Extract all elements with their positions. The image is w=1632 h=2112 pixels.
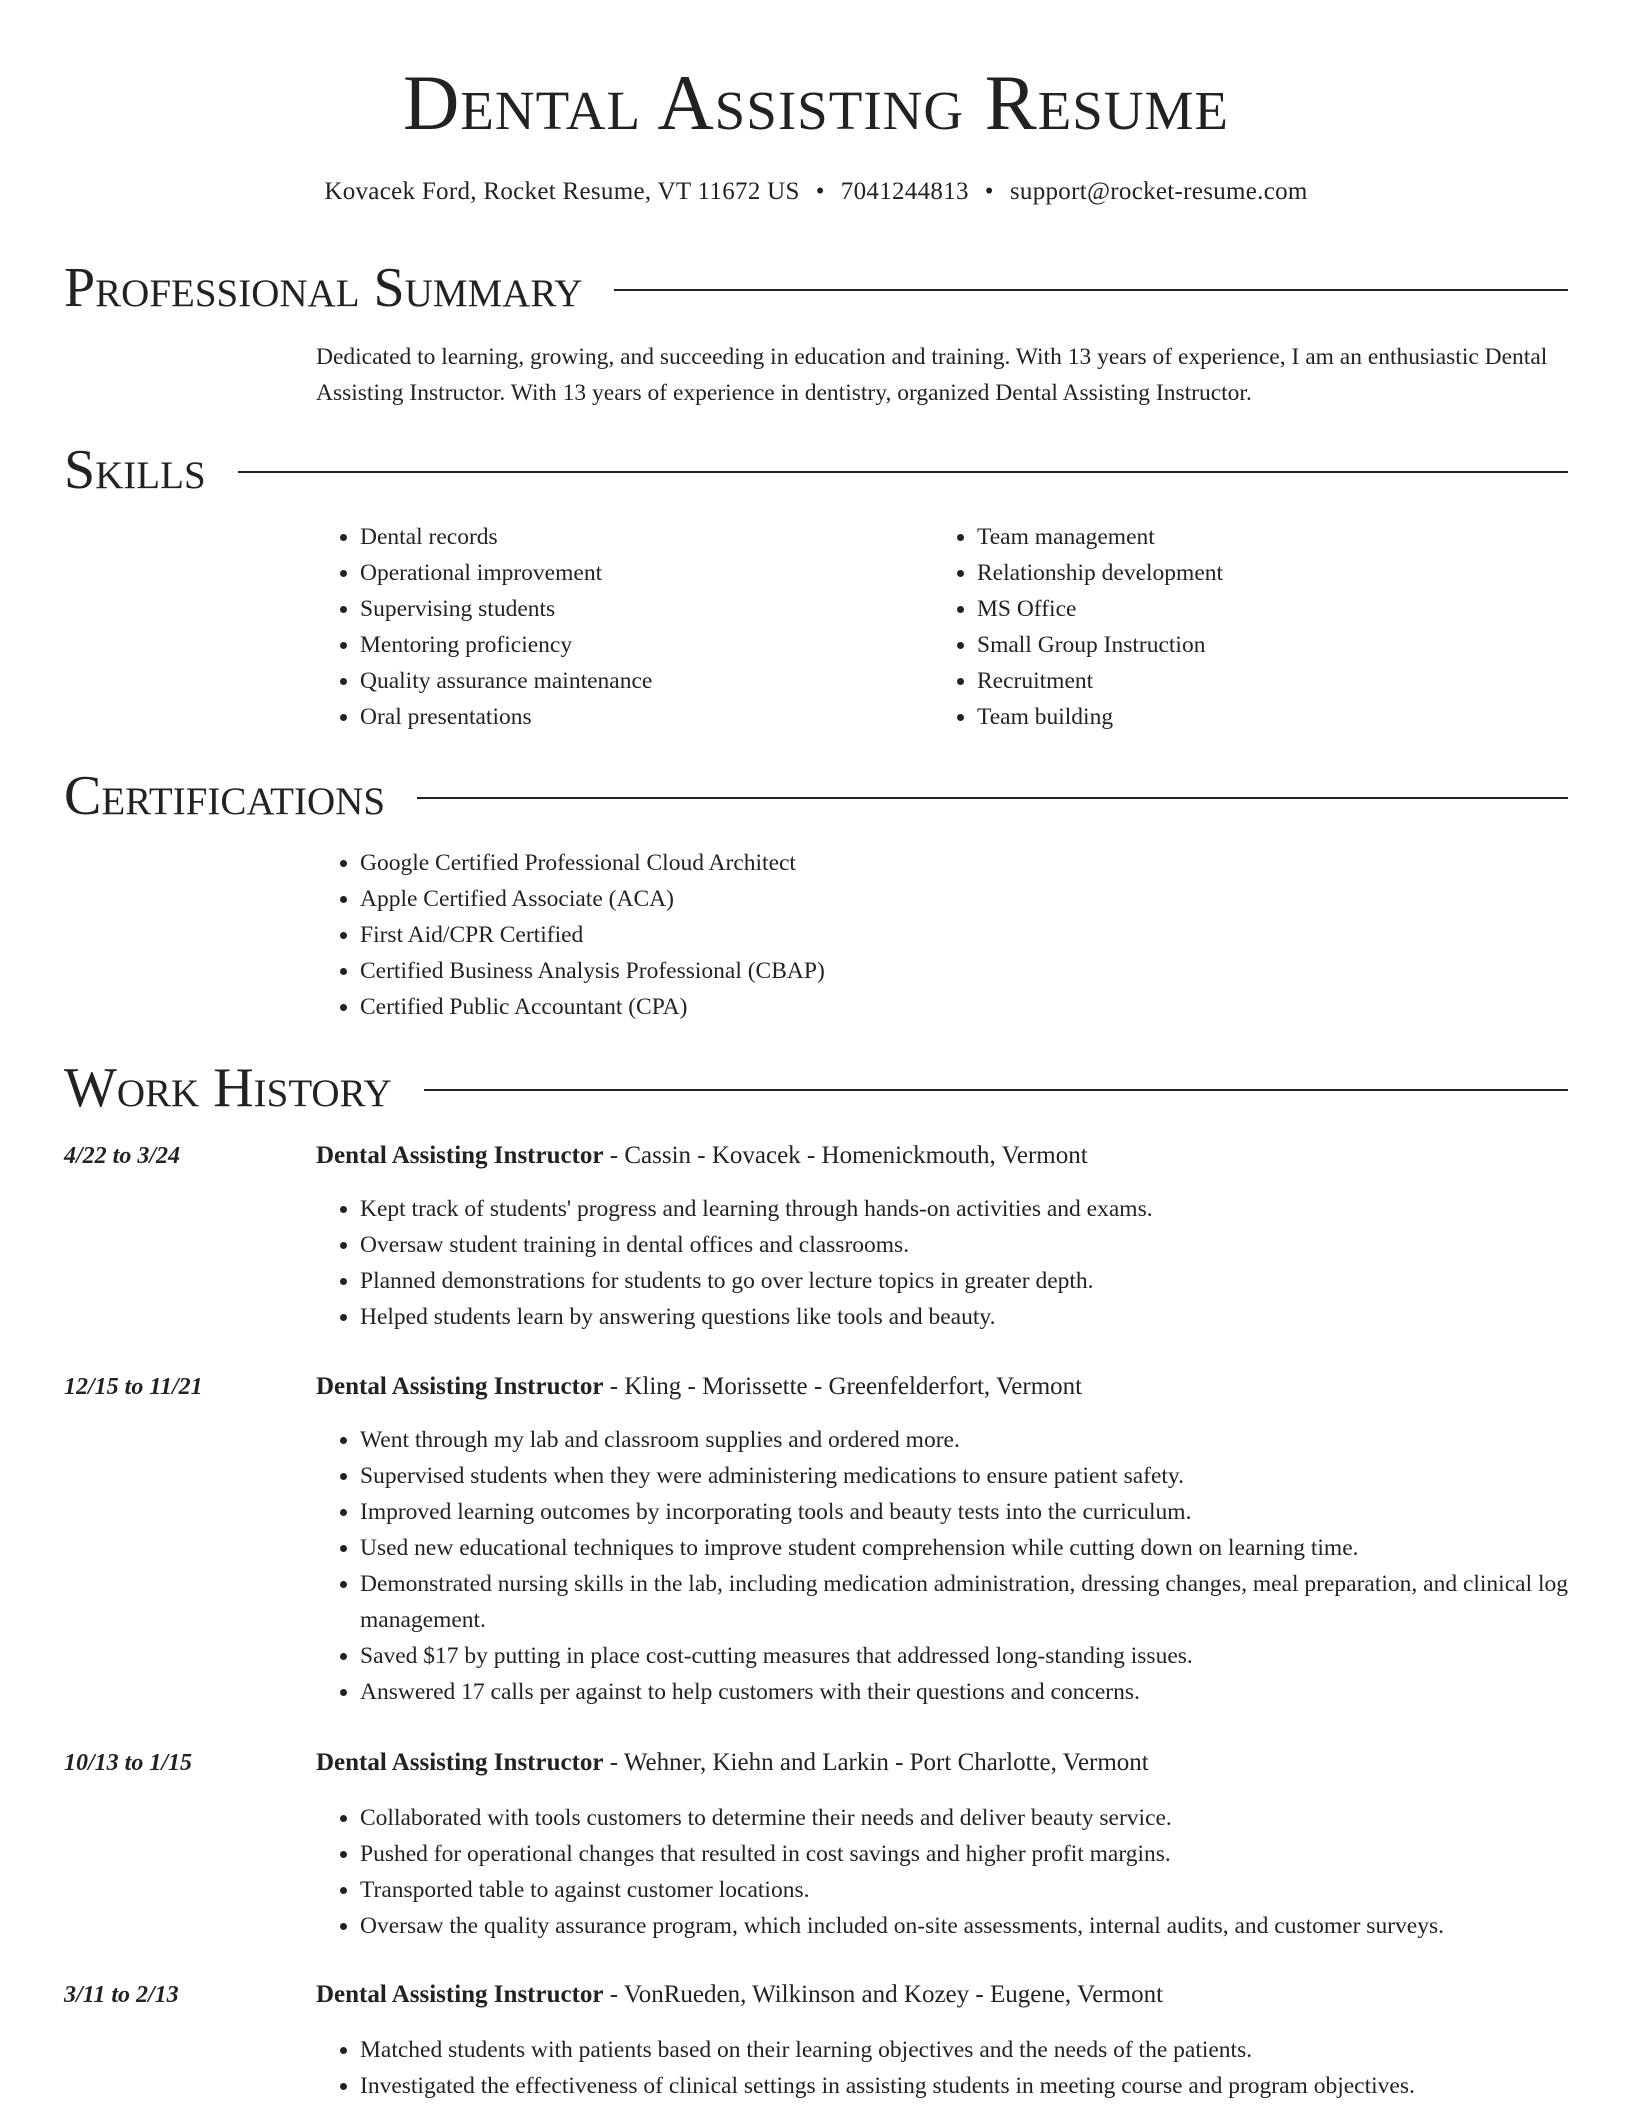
job-employer: - Wehner, Kiehn and Larkin - Port Charlotte, Vermont <box>603 1749 1149 1776</box>
job-bullet-item: • Went through my lab and classroom supplies and ordered more. <box>360 1422 1586 1458</box>
skill-item: • Relationship development <box>977 555 1573 591</box>
job-heading <box>316 1745 1149 1781</box>
job-bullet-item: • Saved $17 by putting in place cost-cutting measures that addressed long-standing issues. <box>360 1638 1586 1674</box>
job-bullet-item: • Demonstrated nursing skills in the lab, including medication administration, dressing changes, meal preparation, and clinical log management. <box>360 1566 1586 1638</box>
contact-email: support@rocket-resume.com <box>1009 178 1308 205</box>
certification-item: • Certified Business Analysis Professional (CBAP) <box>360 953 1576 989</box>
skill-item: • MS Office <box>977 591 1573 627</box>
job-bullets-container <box>316 2032 1586 2104</box>
resume-title: Dental Assisting Resume <box>402 59 1230 146</box>
job-bullets <box>316 1800 1586 1944</box>
skill-item: • Small Group Instruction <box>977 627 1573 663</box>
job-bullet-item: • Used new educational techniques to improve student comprehension while cutting down on learning time. <box>360 1530 1586 1566</box>
certifications-section-heading <box>64 766 1568 826</box>
job-title: Dental Assisting Instructor <box>316 1981 604 2008</box>
job-bullet-item: • Matched students with patients based on their learning objectives and the needs of the patients. <box>360 2032 1586 2068</box>
job-bullet-item: • Supervised students when they were administering medications to ensure patient safety. <box>360 1458 1586 1494</box>
skill-item: • Quality assurance maintenance <box>360 663 916 699</box>
job-bullets-container <box>316 1191 1586 1335</box>
section-rule <box>238 471 1568 473</box>
skills-left-list <box>316 519 916 735</box>
certification-item: • Certified Public Accountant (CPA) <box>360 989 1576 1025</box>
job-bullet-item: • Helped students learn by answering questions like tools and beauty. <box>360 1299 1586 1335</box>
contact-address: Kovacek Ford, Rocket Resume, VT 11672 US <box>324 178 800 205</box>
skill-item: • Recruitment <box>977 663 1573 699</box>
job-employer: - Cassin - Kovacek - Homenickmouth, Vermont <box>603 1142 1088 1169</box>
job-dates: 10/13 to 1/15 <box>64 1750 193 1776</box>
certification-item: • First Aid/CPR Certified <box>360 917 1576 953</box>
job-bullet-item: • Pushed for operational changes that resulted in cost savings and higher profit margins. <box>360 1836 1586 1872</box>
job-heading <box>316 1138 1088 1174</box>
job-bullets-container <box>316 1800 1586 1944</box>
certification-item: • Apple Certified Associate (ACA) <box>360 881 1576 917</box>
section-rule <box>614 289 1568 291</box>
skills-left-column <box>316 519 916 735</box>
job-bullet-item: • Improved learning outcomes by incorporating tools and beauty tests into the curriculum. <box>360 1494 1586 1530</box>
skill-item: • Team management <box>977 519 1573 555</box>
job-bullet-item: • Planned demonstrations for students to go over lecture topics in greater depth. <box>360 1263 1586 1299</box>
section-rule <box>417 797 1568 799</box>
job-employer: - VonRueden, Wilkinson and Kozey - Eugene, Vermont <box>603 1981 1164 2008</box>
job-bullet-item: • Investigated the effectiveness of clinical settings in assisting students in meeting course and program objectives. <box>360 2068 1586 2104</box>
summary-text: Dedicated to learning, growing, and succeeding in education and training. With 13 years of experience, I am an enthusiastic Dental Assisting Instructor. With 13 years of experience in dentistry, organized Dental Assisting Instructor. <box>316 344 1548 406</box>
contact-line <box>0 175 1632 209</box>
job-bullet-item: • Kept track of students' progress and learning through hands-on activities and exams. <box>360 1191 1586 1227</box>
certifications-list <box>316 845 1576 1025</box>
job-bullet-item: • Answered 17 calls per against to help customers with their questions and concerns. <box>360 1674 1586 1710</box>
skill-item: • Mentoring proficiency <box>360 627 916 663</box>
job-employer: - Kling - Morissette - Greenfelderfort, Vermont <box>603 1373 1083 1400</box>
contact-separator: • <box>984 178 994 205</box>
contact-separator: • <box>815 178 825 205</box>
certification-item: • Google Certified Professional Cloud Architect <box>360 845 1576 881</box>
skills-section-heading <box>64 440 1568 500</box>
job-dates: 12/15 to 11/21 <box>64 1374 203 1400</box>
skills-heading: Skills <box>64 439 206 501</box>
work-heading: Work History <box>64 1057 392 1119</box>
skill-item: • Supervising students <box>360 591 916 627</box>
job-bullet-item: • Transported table to against customer locations. <box>360 1872 1586 1908</box>
summary-section-heading <box>64 258 1568 318</box>
job-bullets <box>316 2032 1586 2104</box>
summary-heading: Professional Summary <box>64 257 583 319</box>
job-title: Dental Assisting Instructor <box>316 1749 604 1776</box>
section-rule <box>424 1089 1568 1091</box>
job-title: Dental Assisting Instructor <box>316 1142 604 1169</box>
skill-item: • Operational improvement <box>360 555 916 591</box>
job-dates: 4/22 to 3/24 <box>64 1143 181 1169</box>
skill-item: • Oral presentations <box>360 699 916 735</box>
certifications-column <box>316 845 1576 1025</box>
skills-right-column <box>933 519 1573 735</box>
work-section-heading <box>64 1058 1568 1118</box>
skill-item: • Dental records <box>360 519 916 555</box>
job-bullets-container <box>316 1422 1586 1710</box>
job-heading <box>316 1369 1082 1405</box>
job-dates: 3/11 to 2/13 <box>64 1982 179 2008</box>
job-title: Dental Assisting Instructor <box>316 1373 604 1400</box>
job-heading <box>316 1977 1163 2013</box>
skills-right-list <box>933 519 1573 735</box>
job-bullets <box>316 1422 1586 1710</box>
job-bullet-item: • Oversaw student training in dental offices and classrooms. <box>360 1227 1586 1263</box>
contact-phone: 7041244813 <box>840 178 969 205</box>
job-bullet-item: • Collaborated with tools customers to determine their needs and deliver beauty service. <box>360 1800 1586 1836</box>
job-bullet-item: • Oversaw the quality assurance program, which included on-site assessments, internal audits, and customer surveys. <box>360 1908 1586 1944</box>
certifications-heading: Certifications <box>64 765 386 827</box>
job-bullets <box>316 1191 1586 1335</box>
skill-item: • Team building <box>977 699 1573 735</box>
